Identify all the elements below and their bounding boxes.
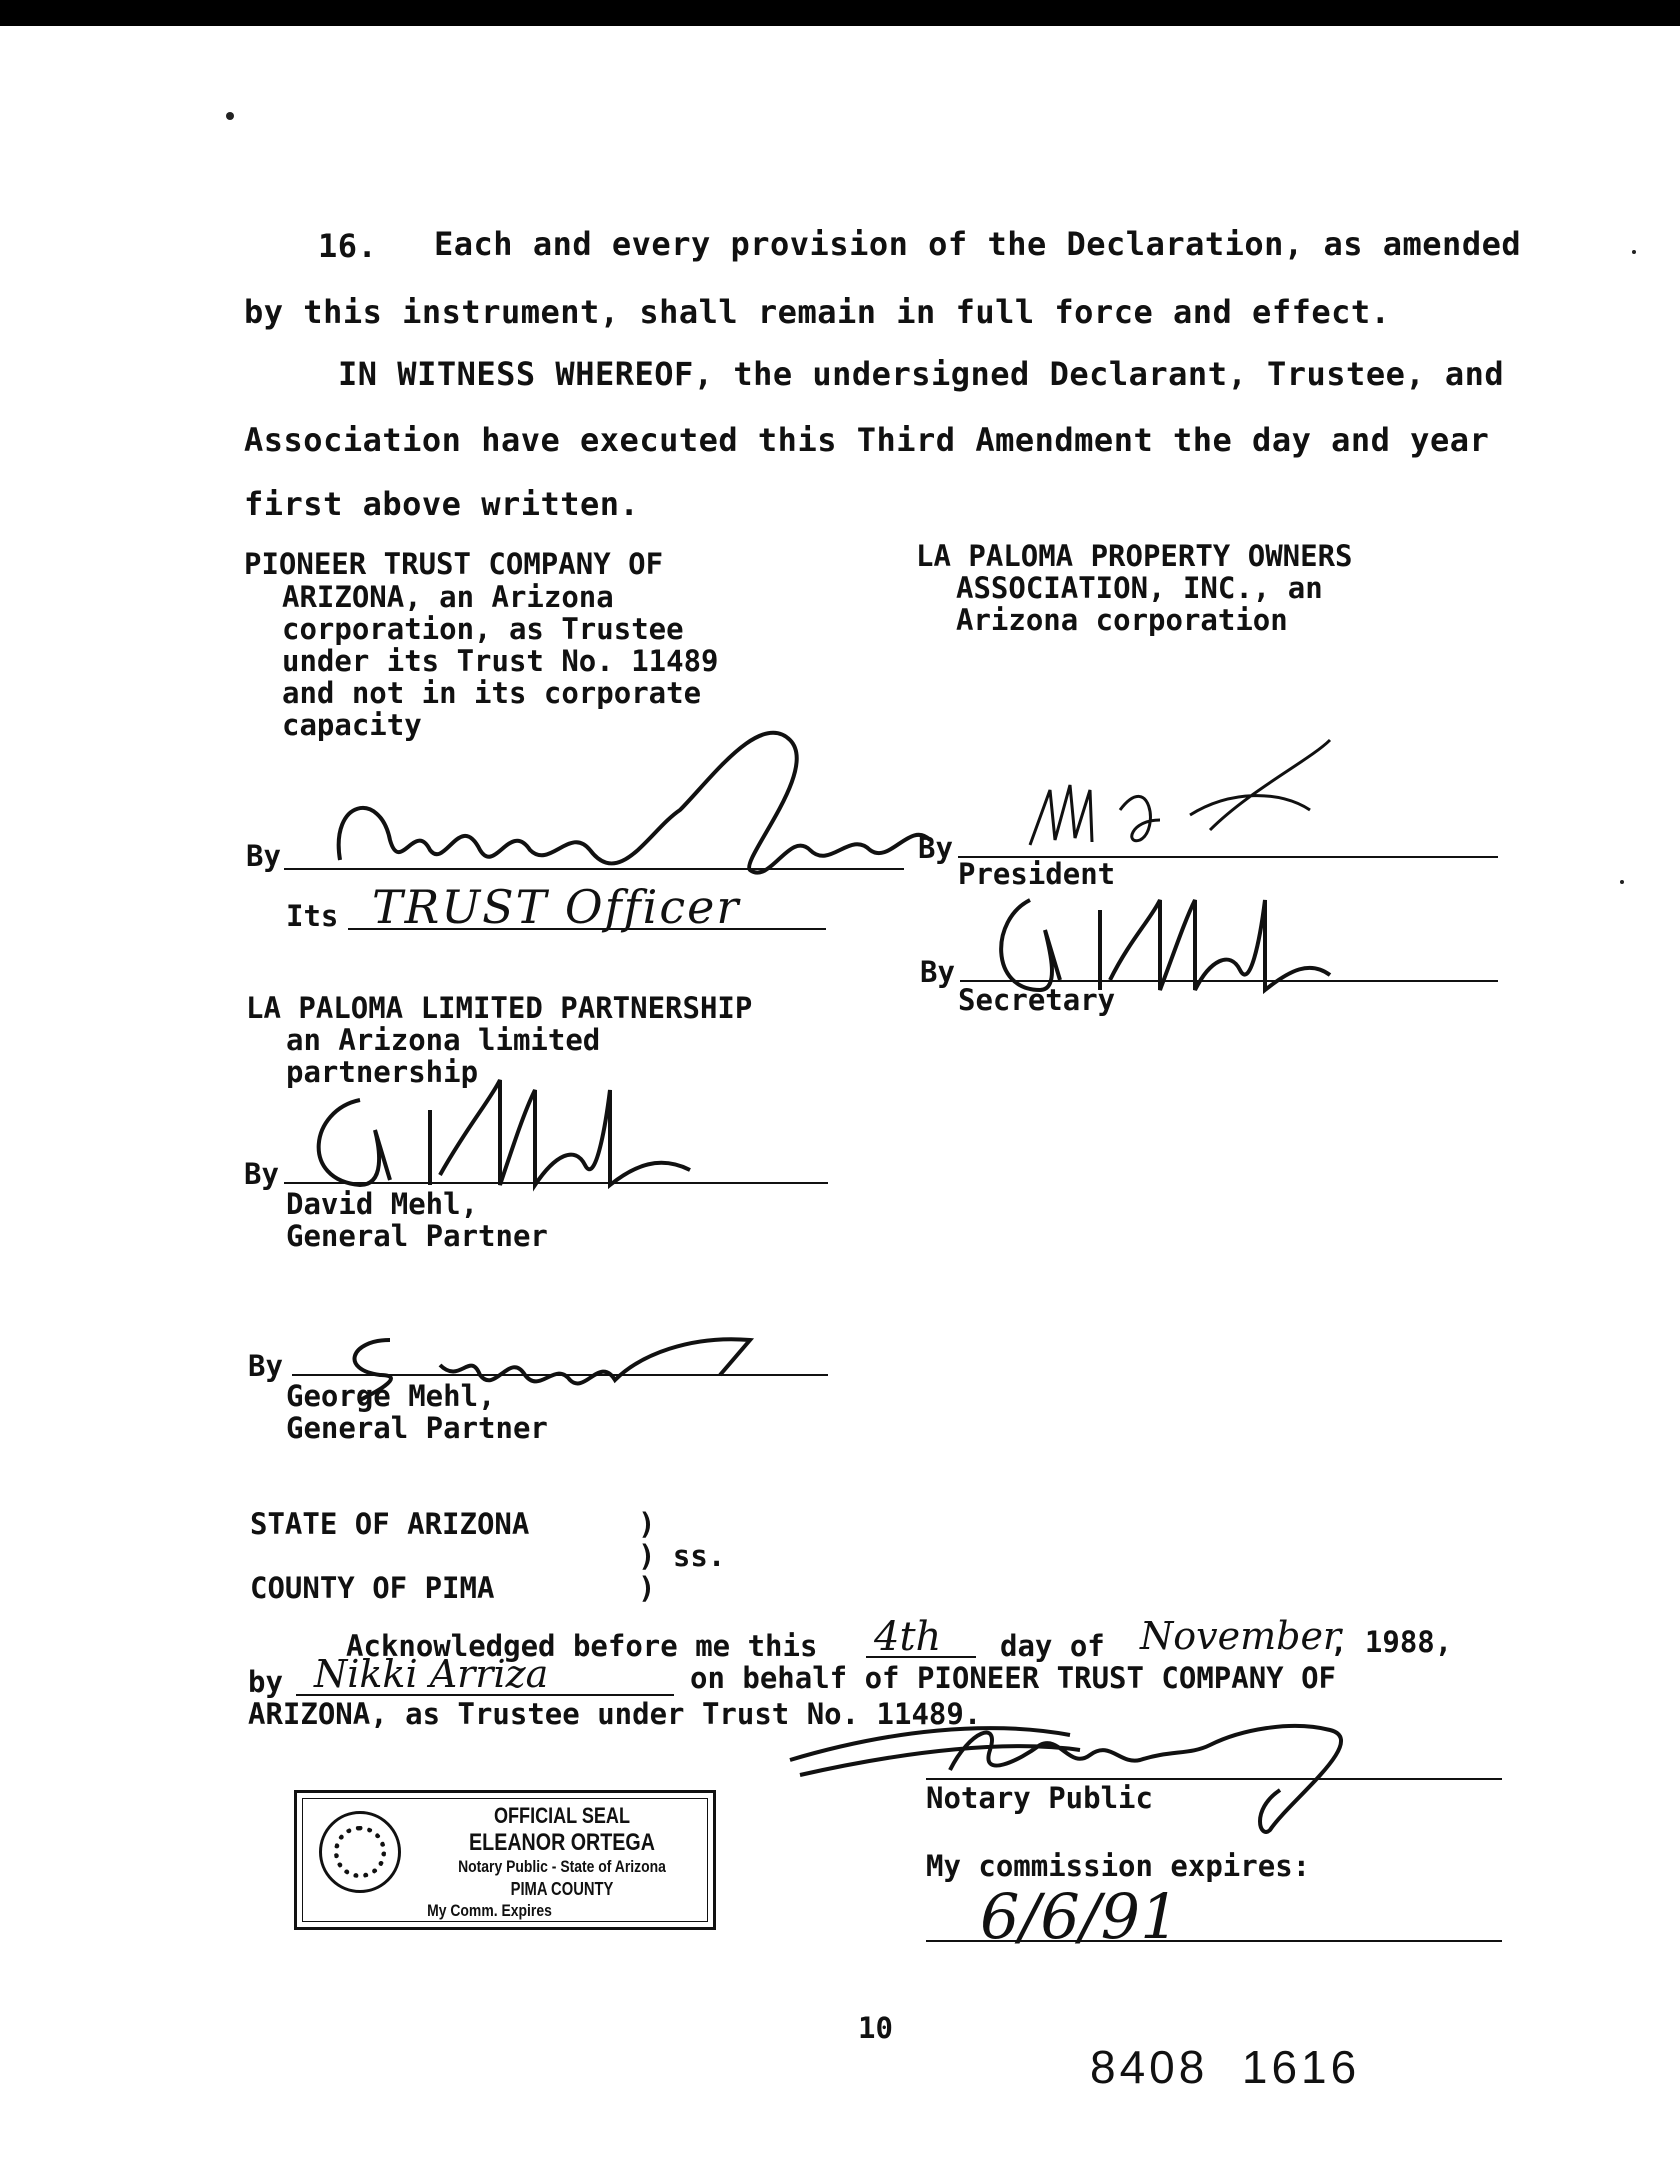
paragraph-number: 16.: [318, 227, 378, 265]
partnership-line: an Arizona limited: [286, 1023, 601, 1057]
its-label: Its: [286, 899, 339, 933]
partnership-line: partnership: [286, 1055, 479, 1089]
president-signature: [1010, 730, 1340, 860]
secretary-label: Secretary: [958, 983, 1116, 1017]
ack-text: by: [248, 1665, 283, 1699]
notary-label: Notary Public: [926, 1781, 1153, 1815]
ack-text: day of: [1000, 1629, 1105, 1663]
commission-label: My commission expires:: [926, 1849, 1311, 1883]
president-label: President: [958, 857, 1116, 891]
trustee-title-handwritten: TRUST Officer: [372, 880, 741, 934]
signer-name: George Mehl,: [286, 1379, 496, 1413]
scan-speck: [1620, 880, 1624, 884]
ack-name-handwritten: Nikki Arriza: [314, 1652, 549, 1696]
by-label: By: [920, 955, 955, 989]
venue-bracket: ) ss.: [638, 1539, 726, 1573]
signature-line: [866, 1656, 976, 1658]
seal-expires: My Comm. Expires: [427, 1901, 552, 1920]
page-number: 10: [858, 2011, 893, 2045]
witness-text: IN WITNESS WHEREOF, the undersigned Declarant, Trustee, and: [338, 355, 1505, 393]
seal-name: ELEANOR ORTEGA: [469, 1829, 655, 1856]
seal-state: Notary Public - State of Arizona: [458, 1857, 666, 1876]
trustee-line: and not in its corporate: [282, 676, 702, 710]
signer-title: General Partner: [286, 1411, 548, 1445]
notary-seal: [294, 1790, 716, 1930]
seal-title: OFFICIAL SEAL: [494, 1803, 630, 1828]
seal-county: PIMA COUNTY: [510, 1879, 614, 1899]
by-label: By: [248, 1349, 283, 1383]
ack-month-handwritten: November: [1140, 1614, 1342, 1658]
david-mehl-signature: [300, 1060, 720, 1200]
ack-text: Acknowledged before me this: [346, 1629, 818, 1663]
trustee-line: under its Trust No. 11489: [282, 644, 719, 678]
signature-line: [926, 1778, 1502, 1780]
trustee-line: capacity: [282, 708, 422, 742]
scan-speck: [1632, 250, 1636, 254]
scan-speck: [226, 112, 234, 120]
association-line: ASSOCIATION, INC., an: [956, 571, 1323, 605]
signer-title: General Partner: [286, 1219, 548, 1253]
trustee-line: ARIZONA, an Arizona: [282, 580, 614, 614]
witness-text: first above written.: [244, 485, 640, 523]
scan-top-border: [0, 0, 1680, 26]
paragraph-text: by this instrument, shall remain in full force and effect.: [244, 293, 1391, 331]
venue-bracket: ): [638, 1571, 656, 1605]
signer-name: David Mehl,: [286, 1187, 479, 1221]
ack-day-handwritten: 4th: [874, 1614, 942, 1660]
venue-state: STATE OF ARIZONA: [250, 1507, 530, 1541]
state-seal-emblem-icon: [319, 1811, 401, 1893]
ack-year: , 1988,: [1330, 1625, 1453, 1659]
venue-bracket: ): [638, 1507, 656, 1541]
recording-number: 8408 1616: [1090, 2041, 1361, 2093]
signature-line: [926, 1940, 1502, 1942]
partnership-line: LA PALOMA LIMITED PARTNERSHIP: [246, 991, 753, 1025]
association-line: Arizona corporation: [956, 603, 1288, 637]
venue-county: COUNTY OF PIMA: [250, 1571, 495, 1605]
paragraph-text: Each and every provision of the Declaration, as amended: [434, 225, 1522, 263]
commission-date-handwritten: 6/6/91: [980, 1880, 1180, 1953]
by-label: By: [244, 1157, 279, 1191]
ack-text: on behalf of PIONEER TRUST COMPANY OF: [690, 1661, 1337, 1695]
association-line: LA PALOMA PROPERTY OWNERS: [916, 539, 1353, 573]
trustee-line: corporation, as Trustee: [282, 612, 684, 646]
witness-text: Association have executed this Third Amendment the day and year: [244, 421, 1490, 459]
by-label: By: [918, 831, 953, 865]
ack-text: ARIZONA, as Trustee under Trust No. 11489.: [248, 1697, 982, 1731]
trustee-line: PIONEER TRUST COMPANY OF: [244, 547, 664, 581]
notary-signature: [770, 1690, 1390, 1840]
signature-line: [296, 1694, 674, 1696]
by-label: By: [246, 839, 281, 873]
